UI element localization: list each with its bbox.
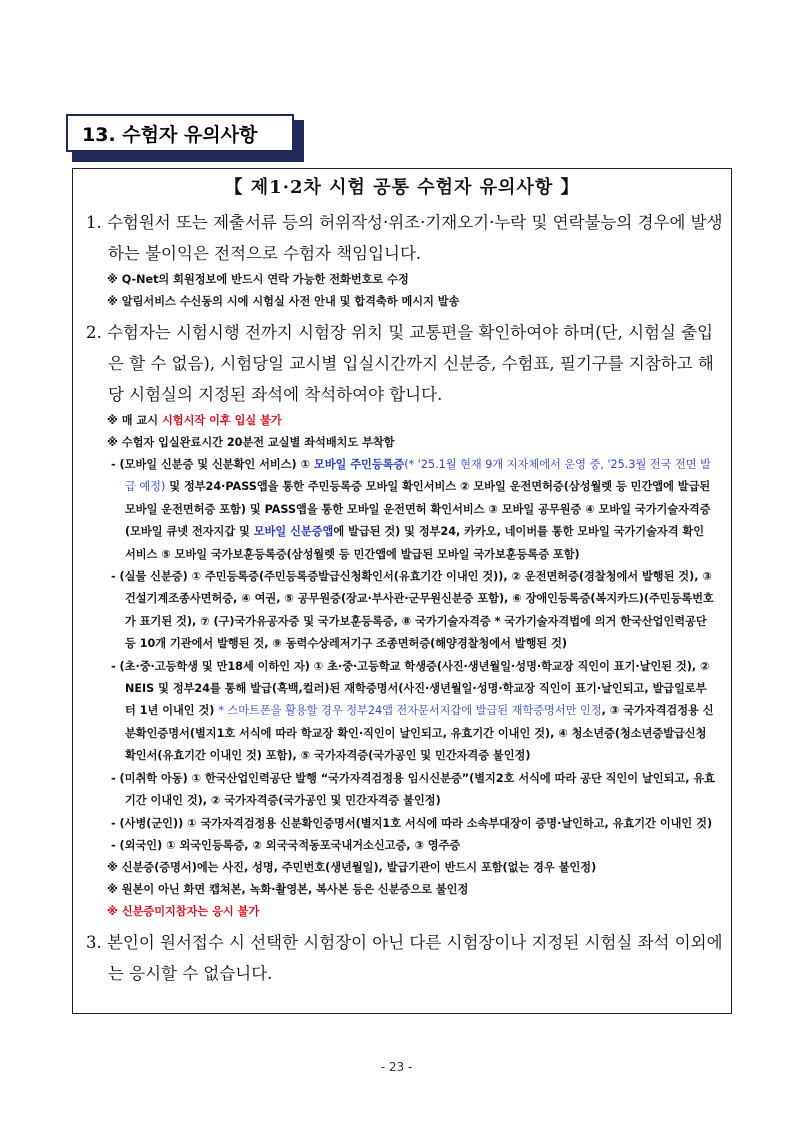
item-1-text: 1. 수험원서 또는 제출서류 등의 허위작성·위조·기재오기·누락 및 연락불능의 경우에 발생하는 불이익은 전적으로 수험자 책임입니다. [86, 213, 723, 263]
id-student-b1: * 스마트폰을 활용할 경우 정부24앱 전자문서지갑에 발급된 재학증명서만 인정 [218, 704, 602, 718]
note-entry-red: 시험시작 이후 입실 불가 [161, 414, 282, 427]
id-mobile-b2: (* '25.1월 현재 9개 지자체에서 운영 중, '25.3월 전국 전면 발급 예정) [125, 458, 711, 494]
note-id-content: ※ 신분증(증명서)에는 사진, 성명, 주민번호(생년월일), 발급기관이 반드시 포함(없는 경우 불인정) [107, 861, 597, 875]
item-2-note-seat: ※ 수험자 입실완료시간 20분전 교실별 좌석배치도 부착함 [107, 436, 395, 449]
id-mobile [73, 454, 717, 566]
id-mobile-b3: 모바일 신분증앱 [253, 525, 334, 539]
id-mobile-p3: 에 발급된 것) 및 정부24, 카카오, 네이버를 통한 모바일 국가기술자격 확인 서비스 ⑤ 모바일 국가보훈등록증(삼성월렛 등 민간앱에 발급된 모바일 국가보훈등록증 포함) [125, 525, 705, 561]
id-preschool: - (미취학 아동) ① 한국산업인력공단 발행 “국가자격검정용 임시신분증”(별지2호 서식에 따라 공단 직인이 날인되고, 유효기간 이내인 것), ② 국가자격증(국가공인 및 민간자격증 불인정) [111, 771, 715, 808]
item-2-note-entry [73, 410, 731, 432]
id-foreigner: - (외국인) ① 외국인등록증, ② 외국국적동포국내거소신고증, ③ 영주증 [111, 838, 461, 852]
item-1-note-qnet: ※ Q-Net의 회원정보에 반드시 연락 가능한 전화번호로 수정 [107, 273, 409, 286]
note-no-id: ※ 신분증미지참자는 응시 불가 [107, 905, 260, 919]
note-copy: ※ 원본이 아닌 화면 캡쳐본, 녹화·촬영본, 복사본 등은 신분증으로 불인정 [107, 883, 469, 897]
id-student [73, 656, 717, 768]
id-mobile-p1: - (모바일 신분증 및 신분확인 서비스) ① [111, 458, 314, 471]
frame-heading: 【 제1·2차 시험 공통 수험자 유의사항 】 [224, 177, 580, 198]
page-number: - 23 - [380, 1060, 413, 1074]
id-student-p2: , ③ 국가자격검정용 신분확인증명서(별지1호 서식에 따라 학교장 확인·직인이 날인되고, 유효기간 이내인 것), ④ 청소년증(청소년증발급신청확인서(유효기간 이내인 것) 포함), ⑤ 국가자격증(국가공인 및 민간자격증 불인정) [125, 704, 714, 763]
id-mobile-p2: 및 정부24·PASS앱을 통한 주민등록증 모바일 확인서비스 ② 모바일 운전면허증(삼성월렛 등 민간앱에 발급된 모바일 운전면허증 포함) 및 PASS앱을 통한 모바일 운전면허 확인서비스 ③ 모바일 공무원증 ④ 모바일 국가기술자격증(모바일 큐넷 전자지갑 및 [125, 480, 711, 539]
id-physical: - (실물 신분증) ① 주민등록증(주민등록증발급신청확인서(유효기간 이내인 것)), ② 운전면허증(경찰청에서 발행된 것), ③ 건설기계조종사면허증, ④ 여권, ⑤ 공무원증(장교·부사관·군무원신분증 포함), ⑥ 장애인등록증(복지카드)(주민등록번호가 표기된 것), ⑦ (구)국가유공자증 및 국가보훈등록증, ⑧ 국가기술자격증 * 국가기술자격법에 의거 한국산업인력공단 등 10개 기관에서 발행된 것, ⑨ 동력수상레저기구 조종면허증(해양경찰청에서 발행된 것) [111, 570, 714, 651]
section-title-box [66, 114, 300, 157]
item-1-note-alert: ※ 알림서비스 수신동의 시에 시험실 사전 안내 및 합격축하 메시지 발송 [107, 295, 460, 308]
section-title: 13. 수험자 유의사항 [66, 114, 294, 152]
notice-frame [72, 168, 732, 1014]
item-2-text: 2. 수험자는 시험시행 전까지 시험장 위치 및 교통편을 확인하여야 하며(단, 시험실 출입은 할 수 없음), 시험당일 교시별 입실시간까지 신분증, 수험표, 필기구를 지참하고 해당 시험실의 지정된 좌석에 착석하여야 합니다. [86, 323, 714, 404]
id-mobile-b1: 모바일 주민등록증 [313, 458, 405, 471]
id-military: - (사병(군인)) ① 국가자격검정용 신분확인증명서(별지1호 서식에 따라 소속부대장이 증명·날인하고, 유효기간 이내인 것) [111, 816, 713, 830]
note-entry-prefix: ※ 매 교시 [107, 414, 162, 427]
id-student-p1: - (초·중·고등학생 및 만18세 이하인 자) ① 초·중·고등학교 학생증(사진·생년월일·성명·학교장 직인이 표기·날인된 것), ② NEIS 및 정부24를 통해 발급(흑백,컬러)된 재학증명서(사진·생년월일·성명·학교장 직인이 표기·날인되고, 발급일로부터 1년 이내인 것) [111, 659, 710, 718]
item-3-text: 3. 본인이 원서접수 시 선택한 시험장이 아닌 다른 시험장이나 지정된 시험실 좌석 이외에는 응시할 수 없습니다. [86, 933, 723, 984]
